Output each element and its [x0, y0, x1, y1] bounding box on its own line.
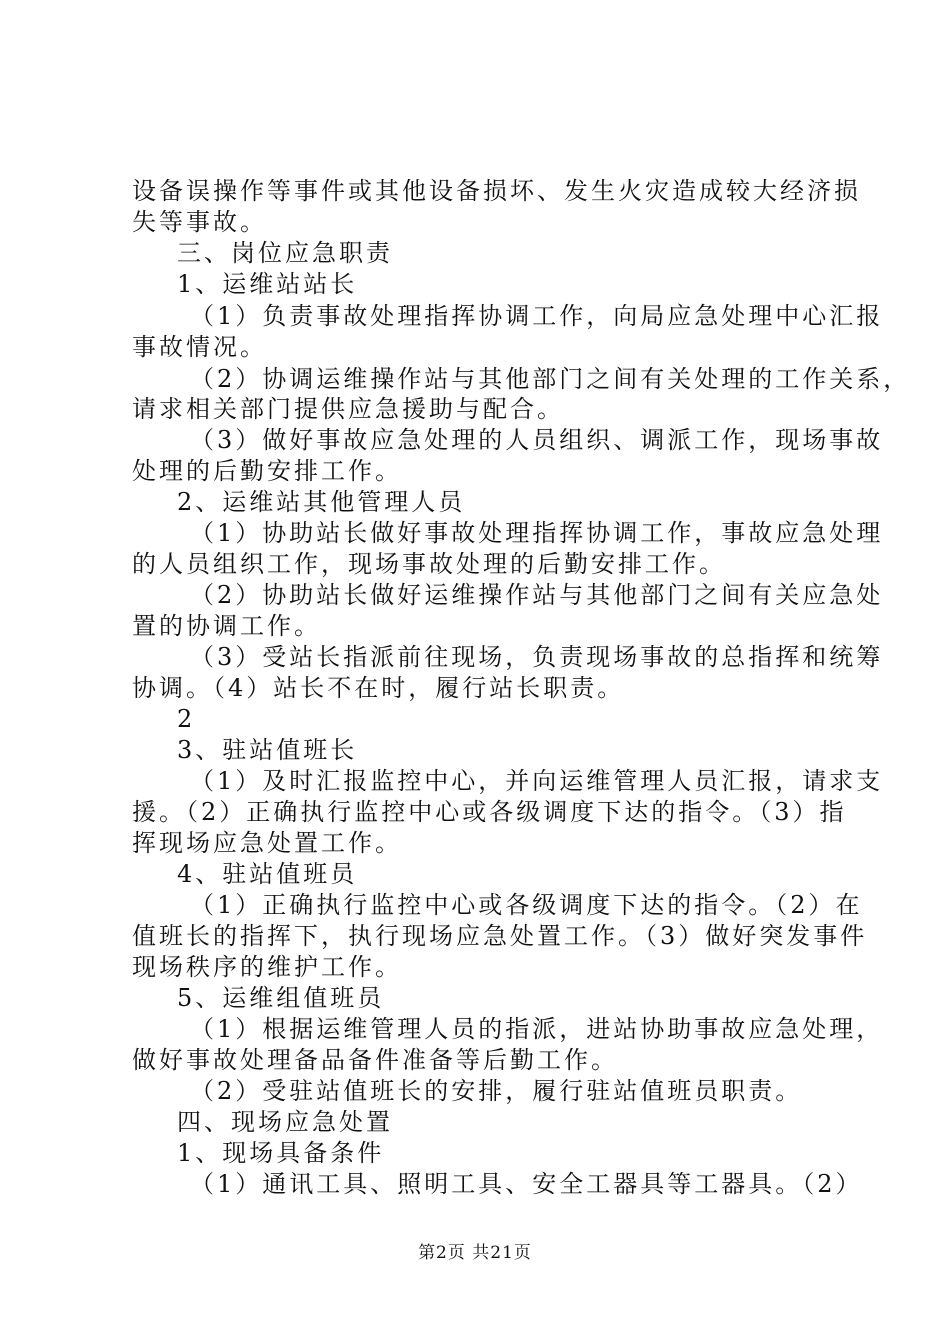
subsection-heading: 1、运维站站长 — [177, 270, 358, 298]
text-line: （2）协助站长做好运维操作站与其他部门之间有关应急处 — [190, 581, 884, 609]
text-line: 协调。（4）站长不在时，履行站长职责。 — [132, 674, 625, 702]
section-heading: 三、岗位应急职责 — [177, 239, 393, 267]
text-line: 挥现场应急处置工作。 — [132, 829, 402, 857]
section-heading: 四、现场应急处置 — [177, 1108, 393, 1136]
text-line: （2）协调运维操作站与其他部门之间有关处理的工作关系， — [190, 365, 911, 393]
subsection-heading: 1、现场具备条件 — [177, 1139, 385, 1167]
text-line: （3）做好事故应急处理的人员组织、调派工作，现场事故 — [190, 426, 884, 454]
text-line: 设备误操作等事件或其他设备损坏、发生火灾造成较大经济损 — [132, 177, 861, 205]
text-line: 值班长的指挥下，执行现场应急处置工作。（3）做好突发事件 — [132, 922, 868, 950]
text-line: 请求相关部门提供应急援助与配合。 — [132, 395, 564, 423]
text-line: （1）通讯工具、照明工具、安全工器具等工器具。（2） — [190, 1170, 863, 1198]
text-line: 现场秩序的维护工作。 — [132, 953, 402, 981]
text-line: （1）及时汇报监控中心，并向运维管理人员汇报，请求支 — [190, 767, 884, 795]
text-line: 事故情况。 — [132, 333, 267, 361]
text-line: （1）正确执行监控中心或各级调度下达的指令。（2）在 — [190, 891, 863, 919]
text-line: 援。（2）正确执行监控中心或各级调度下达的指令。（3）指 — [132, 798, 847, 826]
subsection-heading: 2、运维站其他管理人员 — [177, 488, 466, 516]
text-line: 做好事故处理备品备件准备等后勤工作。 — [132, 1046, 618, 1074]
text-line: （1）负责事故处理指挥协调工作，向局应急处理中心汇报 — [190, 302, 884, 330]
text-line: 处理的后勤安排工作。 — [132, 457, 402, 485]
text-line: 的人员组织工作，现场事故处理的后勤安排工作。 — [132, 550, 726, 578]
subsection-heading: 4、驻站值班员 — [177, 860, 358, 888]
text-line: 失等事故。 — [132, 208, 267, 236]
subsection-heading: 5、运维组值班员 — [177, 984, 385, 1012]
text-line: 置的协调工作。 — [132, 612, 321, 640]
page-number-marker: 2 — [177, 705, 196, 733]
text-line: （1）根据运维管理人员的指派，进站协助事故应急处理， — [190, 1015, 884, 1043]
page-footer: 第2页 共21页 — [418, 1243, 532, 1263]
text-line: （1）协助站长做好事故处理指挥协调工作，事故应急处理 — [190, 519, 884, 547]
text-line: （3）受站长指派前往现场，负责现场事故的总指挥和统筹 — [190, 643, 884, 671]
subsection-heading: 3、驻站值班长 — [177, 736, 358, 764]
text-line: （2）受驻站值班长的安排，履行驻站值班员职责。 — [190, 1077, 803, 1105]
